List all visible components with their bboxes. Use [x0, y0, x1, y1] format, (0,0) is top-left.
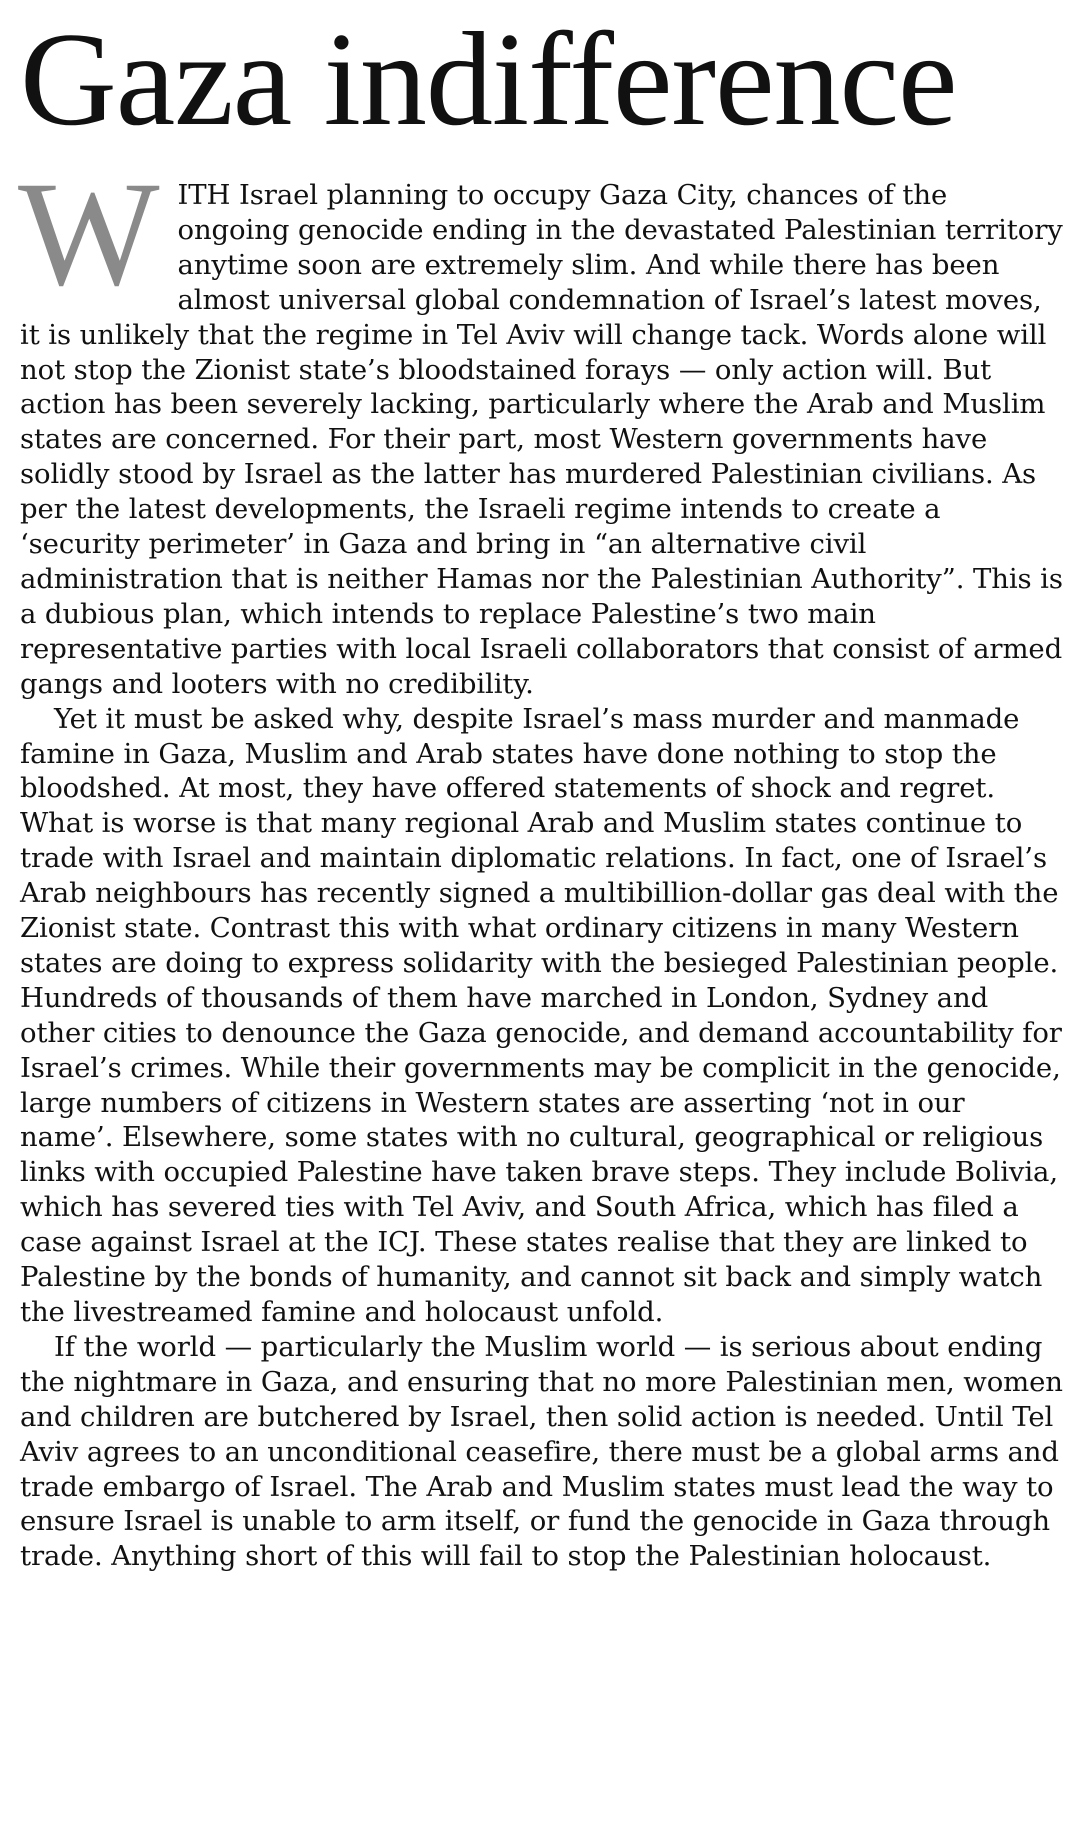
headline: Gaza indifference [20, 5, 957, 153]
paragraph-1 [18, 151, 1065, 702]
paragraph-2: Yet it must be asked why, despite Israel’s mass murder and manmade famine in Gaza, Muslim and Arab states have done nothing to stop the bloodshed. At most, they have offered statements of shock and regret. What is worse is that many regional Arab and Muslim states continue to trade with Israel and maintain diplomatic relations. In fact, one of Israel’s Arab neighbours has recently signed a multibillion-dollar gas deal with the Zionist state. Contrast this with what ordinary citizens in many Western states are doing to express solidarity with the besieged Palestinian people. Hundreds of thousands of them have marched in London, Sydney and other cities to denounce the Gaza genocide, and demand accountability for Israel’s crimes. While their governments may be complicit in the genocide, large numbers of citizens in Western states are asserting ‘not in our name’. Elsewhere, some states with no cultural, geographical or religious links with occupied Palestine have taken brave steps. They include Bolivia, which has severed ties with Tel Aviv, and South Africa, which has filed a case against Israel at the ICJ. These states realise that they are linked to Palestine by the bonds of humanity, and cannot sit back and simply watch the livestreamed famine and holocaust unfold. [20, 702, 1062, 1328]
drop-cap: W [18, 151, 160, 317]
paragraph-1-text: ITH Israel planning to occupy Gaza City, chances of the ongoing genocide ending in the devastated Palestinian territory anytime soon are extremely slim. And while there has been almost universal global condemnation of Israel’s latest moves, it is unlikely that the regime in Tel Aviv will change tack. Words alone will not stop the Zionist state’s bloodstained forays — only action will. But action has been severely lacking, particularly where the Arab and Muslim states are concerned. For their part, most Western governments have solidly stood by Israel as the latter has murdered Palestinian civilians. As per the latest developments, the Israeli regime intends to create a ‘security perimeter’ in Gaza and bring in “an alternative civil administration that is neither Hamas nor the Palestinian Authority”. This is a dubious plan, which intends to replace Palestine’s two main representative parties with local Israeli collaborators that consist of armed gangs and looters with no credibility. [20, 179, 1063, 700]
article-body [18, 151, 1065, 1574]
paragraph-3: If the world — particularly the Muslim world — is serious about ending the nightmare in Gaza, and ensuring that no more Palestinian men, women and children are butchered by Israel, then solid action is needed. Until Tel Aviv agrees to an unconditional ceasefire, there must be a global arms and trade embargo of Israel. The Arab and Muslim states must lead the way to ensure Israel is unable to arm itself, or fund the genocide in Gaza through trade. Anything short of this will fail to stop the Palestinian holocaust. [20, 1330, 1063, 1573]
editorial-article [20, 0, 1065, 1574]
